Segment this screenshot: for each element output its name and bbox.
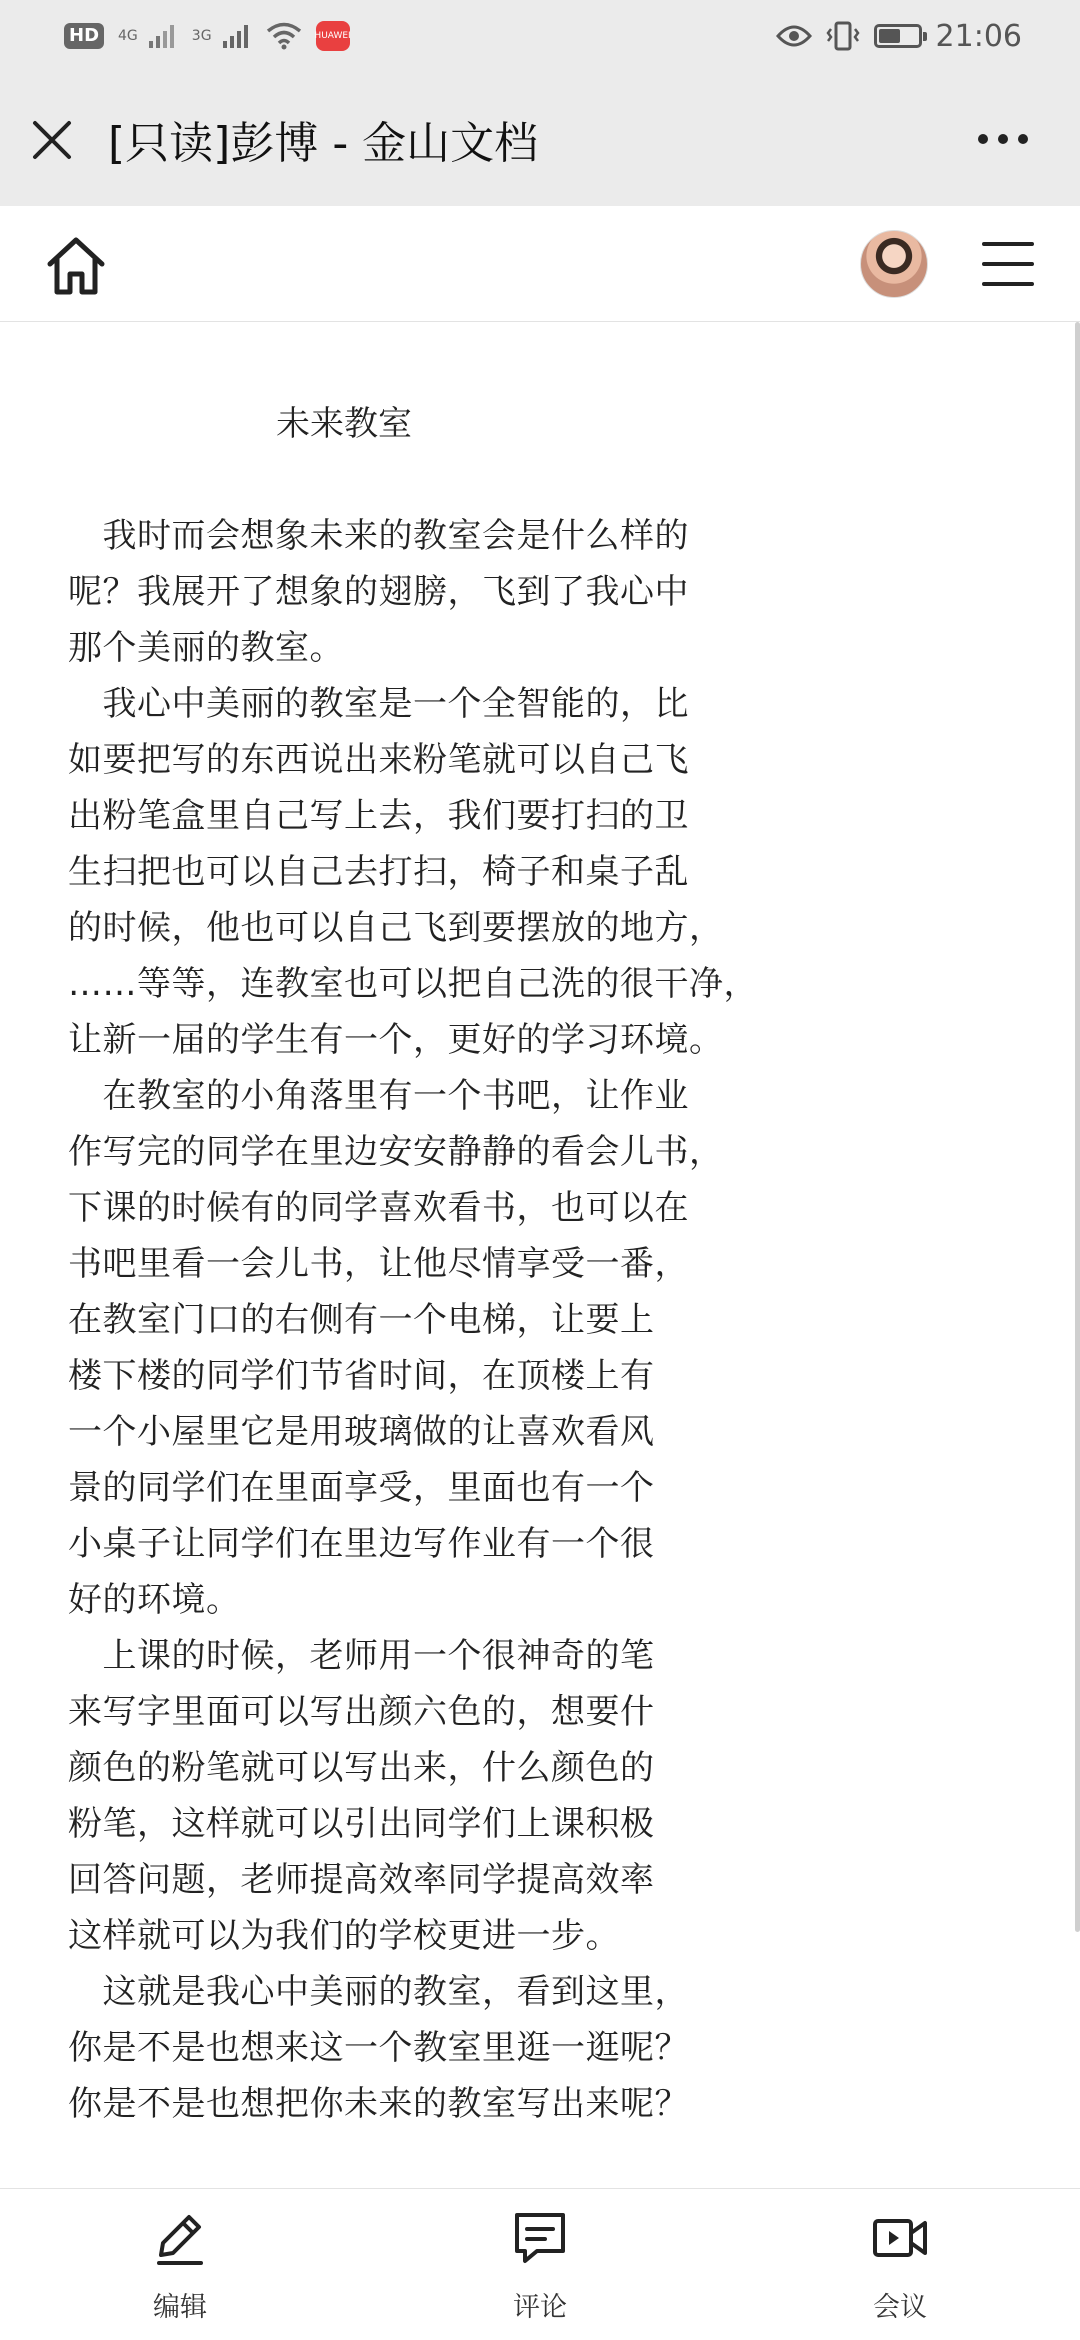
meeting-button[interactable] [840,2209,960,2324]
document-line: 这就是我心中美丽的教室，看到这里， [68,1972,689,2012]
more-dot [998,134,1008,144]
home-icon[interactable] [44,234,108,298]
document-line: 你是不是也想来这一个教室里逛一逛呢？ [68,2028,689,2068]
document-line: 楼下楼的同学们节省时间，在顶楼上有 [68,1356,655,1396]
bottom-bar [0,2188,1080,2340]
eye-icon [776,24,812,48]
document-body [68,508,828,2132]
document-line: 让新一届的学生有一个，更好的学习环境。 [68,1020,724,1060]
document-line: 呢？我展开了想象的翅膀，飞到了我心中 [68,572,689,612]
title-bar [0,72,1080,206]
document-line: 景的同学们在里面享受，里面也有一个 [68,1468,655,1508]
network-3g-label: 3G [191,28,212,44]
document-line: 一个小屋里它是用玻璃做的让喜欢看风 [68,1412,655,1452]
wifi-icon [266,22,302,50]
meeting-label: 会议 [873,2292,927,2323]
document-line: 我时而会想象未来的教室会是什么样的 [68,516,689,556]
document-line: 回答问题，老师提高效率同学提高效率 [68,1860,655,1900]
document-line: 下课的时候有的同学喜欢看书，也可以在 [68,1188,689,1228]
document-line: 那个美丽的教室。 [68,628,344,668]
document-line: 你是不是也想把你未来的教室写出来呢？ [68,2084,689,2124]
signal-4g-icon [148,23,178,49]
comment-label: 评论 [513,2292,567,2323]
document-line: 小桌子让同学们在里边写作业有一个很 [68,1524,655,1564]
network-4g-label: 4G [118,28,138,44]
document-line: 好的环境。 [68,1580,241,1620]
status-bar [0,0,1080,72]
close-icon[interactable] [30,118,74,162]
document-line: 这样就可以为我们的学校更进一步。 [68,1916,620,1956]
more-icon[interactable] [978,128,1030,150]
document-line: 上课的时候，老师用一个很神奇的笔 [68,1636,655,1676]
huawei-app-icon: HUAWEI [316,21,350,51]
document-line: 颜色的粉笔就可以写出来，什么颜色的 [68,1748,655,1788]
more-dot [978,134,988,144]
doc-toolbar [0,206,1080,322]
menu-icon[interactable] [982,240,1034,288]
document-line: ……等等，连教室也可以把自己洗的很干净， [68,964,758,1004]
document-line: 书吧里看一会儿书，让他尽情享受一番， [68,1244,689,1284]
document-area[interactable] [0,322,1072,2188]
video-icon [871,2209,929,2267]
comment-button[interactable] [480,2209,600,2324]
document-line: 出粉笔盒里自己写上去，我们要打扫的卫 [68,796,689,836]
document-title: 未来教室 [276,404,412,444]
pencil-icon [151,2209,209,2267]
document-line: 粉笔，这样就可以引出同学们上课积极 [68,1804,655,1844]
edit-button[interactable] [120,2209,240,2324]
vibrate-icon [826,21,860,51]
clock: 21:06 [935,18,1022,54]
document-line: 的时候，他也可以自己飞到要摆放的地方， [68,908,724,948]
document-line: 我心中美丽的教室是一个全智能的，比 [68,684,689,724]
hd-indicator: HD [64,23,104,49]
scrollbar[interactable] [1075,322,1080,1932]
document-line: 在教室的小角落里有一个书吧，让作业 [68,1076,689,1116]
document-line: 生扫把也可以自己去打扫，椅子和桌子乱 [68,852,689,892]
edit-label: 编辑 [153,2292,207,2323]
document-line: 如要把写的东西说出来粉笔就可以自己飞 [68,740,689,780]
battery-icon [874,24,922,48]
document-line: 来写字里面可以写出颜六色的，想要什 [68,1692,655,1732]
signal-3g-icon [222,23,252,49]
avatar[interactable] [860,230,928,298]
window-title: [只读]彭博 - 金山文档 [108,118,539,169]
more-dot [1018,134,1028,144]
comment-icon [511,2209,569,2267]
document-line: 作写完的同学在里边安安静静的看会儿书， [68,1132,724,1172]
document-line: 在教室门口的右侧有一个电梯，让要上 [68,1300,655,1340]
